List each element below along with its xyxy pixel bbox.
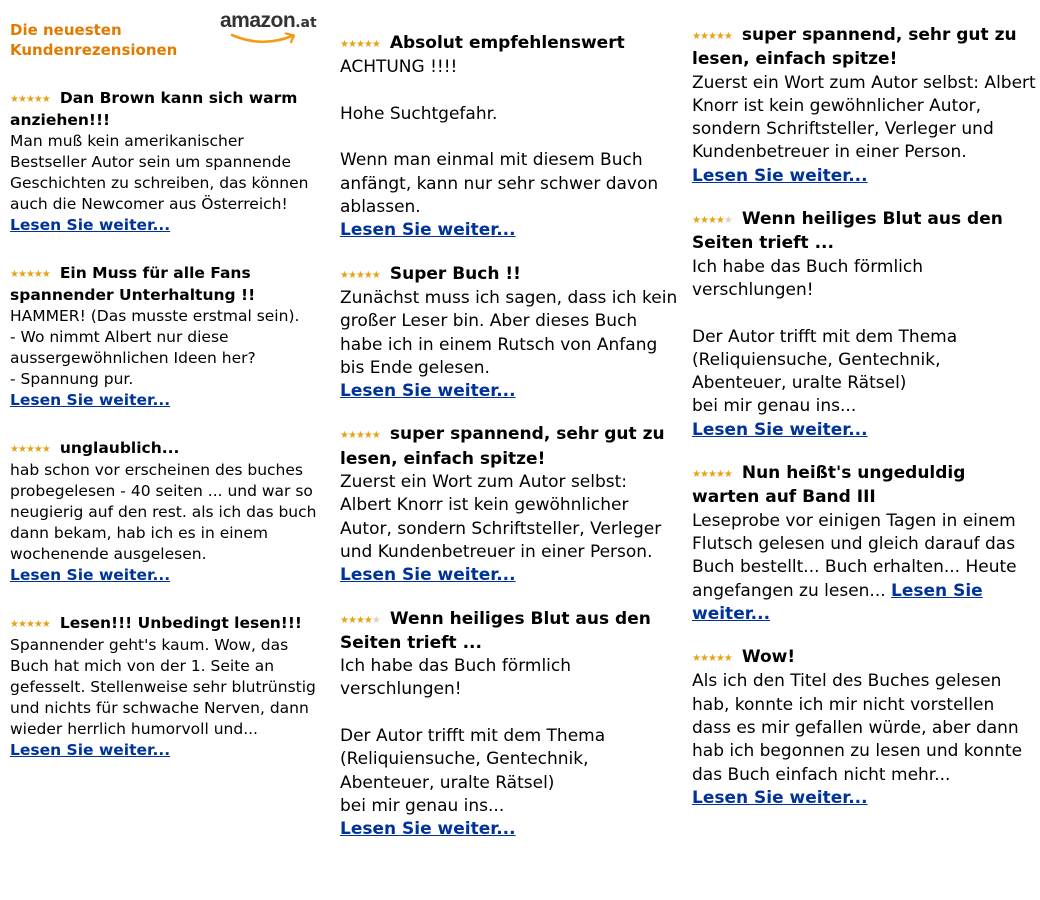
star-rating	[692, 25, 732, 48]
review-item	[692, 462, 1037, 626]
star-full-icon: ★	[692, 469, 700, 481]
star-full-icon: ★	[363, 430, 372, 442]
star-full-icon: ★	[41, 444, 50, 455]
star-full-icon: ★	[33, 269, 42, 280]
star-full-icon: ★	[347, 269, 356, 281]
star-full-icon: ★	[715, 653, 724, 665]
amazon-logo[interactable]: amazon.at	[220, 10, 332, 42]
star-rating	[10, 89, 50, 110]
star-full-icon: ★	[340, 430, 348, 442]
review-title-text: Dan Brown kann sich warm anziehen!!!	[10, 89, 298, 129]
read-more-link[interactable]: Lesen Sie weiter...	[692, 165, 868, 186]
review-title-text: Nun heißt's ungeduldig warten auf Band III	[692, 463, 966, 508]
star-full-icon: ★	[355, 269, 364, 281]
read-more-link[interactable]: Lesen Sie weiter...	[692, 419, 868, 440]
star-full-icon: ★	[707, 215, 716, 227]
review-body	[692, 670, 1037, 786]
review-column-1	[10, 0, 320, 788]
star-full-icon: ★	[363, 269, 372, 281]
star-full-icon: ★	[33, 94, 42, 105]
review-item	[10, 263, 320, 411]
review-title	[340, 423, 680, 471]
star-rating	[692, 647, 732, 670]
review-body-text: Spannender geht's kaum. Wow, das Buch hat mich von der 1. Seite an gefesselt. Stellenweise sehr blutrünstig und nichts für schwache Nerven, dann wieder herrlich humorvoll und...	[10, 636, 316, 738]
review-title	[10, 263, 320, 306]
review-body	[10, 306, 320, 390]
star-full-icon: ★	[41, 269, 50, 280]
star-full-icon: ★	[715, 469, 724, 481]
review-title	[692, 208, 1037, 256]
review-title-text: Wow!	[741, 647, 796, 668]
star-full-icon: ★	[699, 469, 708, 481]
review-body	[340, 56, 680, 219]
star-full-icon: ★	[17, 444, 26, 455]
review-title-text: super spannend, sehr gut zu lesen, einfach spitze!	[692, 25, 1017, 70]
review-body	[10, 460, 320, 565]
star-rating	[10, 264, 50, 285]
review-body-text: ACHTUNG !!!! Hohe Suchtgefahr. Wenn man einmal mit diesem Buch anfängt, kann nur sehr schwer davon ablassen.	[340, 57, 659, 218]
star-full-icon: ★	[10, 269, 18, 280]
star-empty-icon: ★	[371, 614, 380, 626]
review-body-text: Als ich den Titel des Buches gelesen hab, konnte ich mir nicht vorstellen dass es mir gefallen würde, aber dann hab ich begonnen zu lesen und konnte das Buch einfach nicht mehr...	[692, 671, 1023, 785]
review-title-text: super spannend, sehr gut zu lesen, einfach spitze!	[340, 424, 665, 469]
star-full-icon: ★	[41, 619, 50, 630]
star-full-icon: ★	[371, 39, 380, 50]
star-full-icon: ★	[17, 619, 26, 630]
star-full-icon: ★	[692, 31, 700, 42]
review-body-text: Zuerst ein Wort zum Autor selbst: Albert Knorr ist kein gewöhnlicher Autor, sondern Schriftsteller, Verleger und Kundenbetreuer in einer Person.	[340, 472, 662, 562]
read-more-link[interactable]: Lesen Sie weiter...	[340, 220, 516, 241]
review-body	[692, 510, 1037, 626]
review-body	[340, 655, 680, 818]
review-body-text: Zunächst muss ich sagen, dass ich kein großer Leser bin. Aber dieses Buch habe ich in einem Rutsch von Anfang bis Ende gelesen.	[340, 287, 678, 378]
read-more-link[interactable]: Lesen Sie weiter...	[10, 741, 171, 759]
review-title	[692, 462, 1037, 510]
review-title	[10, 88, 320, 131]
read-more-row	[692, 419, 1037, 442]
star-full-icon: ★	[363, 614, 372, 626]
review-title-text: Wenn heiliges Blut aus den Seiten trieft ...	[692, 209, 1003, 254]
star-full-icon: ★	[25, 444, 34, 455]
star-full-icon: ★	[41, 94, 50, 105]
review-title	[692, 24, 1037, 72]
star-rating	[692, 463, 732, 486]
read-more-link[interactable]: Lesen Sie weiter...	[340, 819, 516, 840]
review-title-text: Absolut empfehlenswert	[389, 33, 625, 53]
review-title	[10, 438, 320, 460]
widget-header	[10, 0, 320, 88]
read-more-row	[10, 215, 320, 236]
star-full-icon: ★	[33, 619, 42, 630]
review-body-text: Leseprobe vor einigen Tagen in einem Flutsch gelesen und gleich darauf das Buch bestellt... Buch erhalten... Heute angefangen zu lesen...	[692, 510, 1017, 601]
read-more-row	[340, 818, 680, 841]
star-full-icon: ★	[25, 619, 34, 630]
review-body	[10, 131, 320, 215]
star-full-icon: ★	[707, 653, 716, 665]
star-full-icon: ★	[33, 444, 42, 455]
read-more-link[interactable]: Lesen Sie weiter...	[10, 566, 171, 584]
star-full-icon: ★	[355, 614, 364, 626]
star-full-icon: ★	[692, 653, 700, 665]
review-item	[340, 423, 680, 587]
read-more-row	[340, 564, 680, 587]
review-title-text: Lesen!!! Unbedingt lesen!!!	[59, 614, 302, 632]
review-body	[692, 72, 1037, 165]
star-empty-icon: ★	[723, 215, 732, 227]
star-full-icon: ★	[707, 469, 716, 481]
star-full-icon: ★	[723, 653, 732, 665]
star-rating	[340, 424, 380, 447]
review-title	[340, 32, 680, 56]
star-full-icon: ★	[723, 469, 732, 481]
read-more-row	[10, 740, 320, 761]
review-item	[10, 438, 320, 586]
star-full-icon: ★	[25, 94, 34, 105]
star-full-icon: ★	[340, 269, 348, 281]
read-more-row	[340, 380, 680, 403]
review-item	[340, 263, 680, 404]
star-full-icon: ★	[715, 215, 724, 227]
review-item	[10, 613, 320, 761]
review-item	[340, 32, 680, 243]
star-full-icon: ★	[340, 39, 348, 50]
star-full-icon: ★	[692, 215, 700, 227]
star-full-icon: ★	[17, 94, 26, 105]
review-title	[340, 263, 680, 287]
star-rating	[340, 264, 380, 287]
read-more-row	[340, 219, 680, 242]
star-rating	[340, 609, 380, 632]
star-full-icon: ★	[17, 269, 26, 280]
review-title-text: Ein Muss für alle Fans spannender Unterhaltung !!	[10, 264, 256, 304]
review-title	[340, 608, 680, 656]
star-full-icon: ★	[371, 430, 380, 442]
star-full-icon: ★	[707, 31, 716, 42]
read-more-link[interactable]: Lesen Sie weiter...	[340, 565, 516, 586]
amazon-smile-icon	[230, 32, 300, 46]
review-item	[692, 208, 1037, 442]
review-item	[10, 88, 320, 236]
review-body-text: Zuerst ein Wort zum Autor selbst: Albert Knorr ist kein gewöhnlicher Autor, sondern Schriftsteller, Verleger und Kundenbetreuer in einer Person.	[692, 72, 1036, 163]
review-body	[10, 635, 320, 740]
read-more-row	[10, 390, 320, 411]
star-full-icon: ★	[10, 444, 18, 455]
star-rating	[10, 614, 50, 635]
star-full-icon: ★	[699, 215, 708, 227]
star-rating	[692, 209, 732, 232]
review-body	[340, 287, 680, 380]
read-more-link[interactable]: Lesen Sie weiter...	[692, 787, 868, 808]
star-full-icon: ★	[699, 31, 708, 42]
review-column-3	[692, 0, 1037, 810]
star-full-icon: ★	[715, 31, 724, 42]
review-item	[692, 646, 1037, 810]
review-body-text: HAMMER! (Das musste erstmal sein). - Wo nimmt Albert nur diese aussergewöhnlichen Ideen her? - Spannung pur.	[10, 307, 300, 388]
widget-title: Die neuesten Kundenrezensionen	[10, 21, 178, 59]
review-item	[692, 24, 1037, 188]
review-title-text: Wenn heiliges Blut aus den Seiten trieft ...	[340, 608, 651, 653]
star-full-icon: ★	[10, 94, 18, 105]
star-full-icon: ★	[10, 619, 18, 630]
star-full-icon: ★	[347, 39, 356, 50]
review-body-text: Man muß kein amerikanischer Bestseller Autor sein um spannende Geschichten zu schreiben, das können auch die Newcomer aus Österreich!	[10, 132, 309, 213]
read-more-row	[692, 787, 1037, 810]
review-title	[692, 646, 1037, 670]
review-title-text: unglaublich...	[59, 439, 180, 457]
star-full-icon: ★	[340, 614, 348, 626]
read-more-link[interactable]: Lesen Sie weiter...	[10, 391, 171, 409]
review-body-text: hab schon vor erscheinen des buches probegelesen - 40 seiten ... und war so neugierig auf den rest. als ich das buch dann bekam, hab ich es in einem wochenende ausgelesen.	[10, 461, 317, 563]
review-title	[10, 613, 320, 635]
star-full-icon: ★	[347, 614, 356, 626]
star-full-icon: ★	[363, 39, 372, 50]
review-title-text: Super Buch !!	[389, 263, 521, 284]
star-full-icon: ★	[355, 430, 364, 442]
review-body	[692, 256, 1037, 419]
star-rating	[340, 33, 380, 56]
review-body-text: Ich habe das Buch förmlich verschlungen! Der Autor trifft mit dem Thema (Reliquiensuche, Gentechnik, Abenteuer, uralte Rätsel) bei mir genau ins...	[692, 256, 958, 417]
review-column-2	[340, 0, 680, 842]
review-item	[340, 608, 680, 842]
star-full-icon: ★	[355, 39, 364, 50]
star-full-icon: ★	[25, 269, 34, 280]
read-more-row	[10, 565, 320, 586]
read-more-row	[692, 165, 1037, 188]
read-more-link[interactable]: Lesen Sie weiter...	[340, 381, 516, 402]
star-full-icon: ★	[699, 653, 708, 665]
read-more-link[interactable]: Lesen Sie weiter...	[10, 216, 171, 234]
star-full-icon: ★	[723, 31, 732, 42]
review-body-text: Ich habe das Buch förmlich verschlungen! Der Autor trifft mit dem Thema (Reliquiensuche, Gentechnik, Abenteuer, uralte Rätsel) bei mir genau ins...	[340, 656, 606, 816]
review-body	[340, 471, 680, 564]
star-rating	[10, 439, 50, 460]
read-more-link[interactable]: Lesen Sie weiter...	[692, 580, 983, 624]
star-full-icon: ★	[347, 430, 356, 442]
star-full-icon: ★	[371, 269, 380, 281]
